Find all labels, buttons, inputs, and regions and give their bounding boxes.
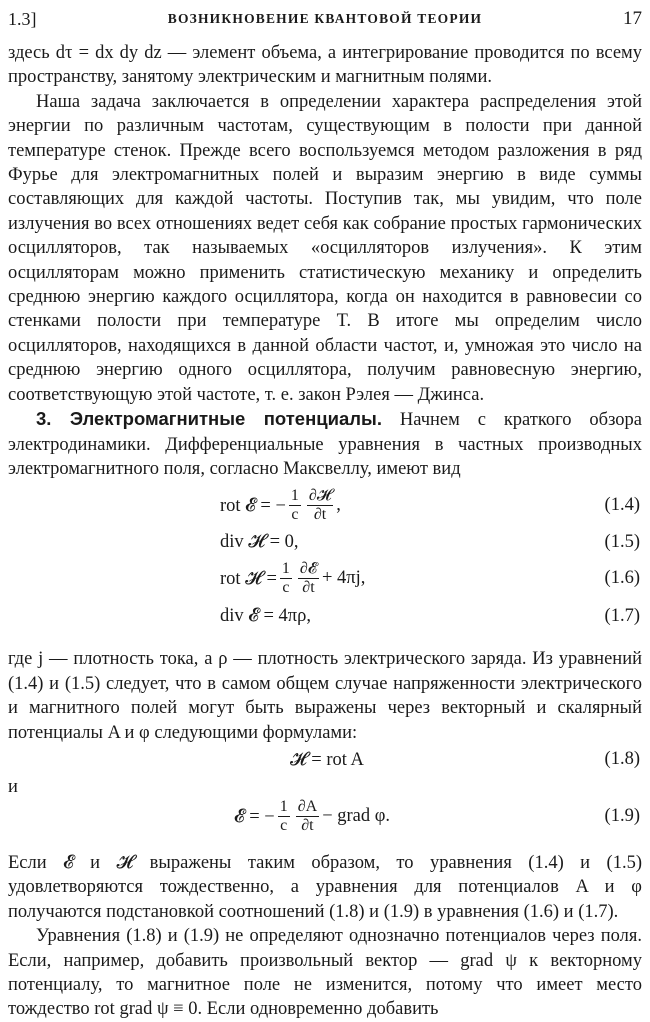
fraction: $\frac{1}{c}$: [290, 487, 299, 524]
equation-lhs: rot 𝓗 =: [220, 568, 277, 589]
equation-1-9: [8, 793, 642, 841]
equation-number: (1.5): [604, 531, 640, 552]
paragraph-text: Начнем с краткого обзора электродинамики. Дифференциальные уравнения в частных производных электромагнитного поля, согласно Максвеллу, имеют вид: [8, 410, 643, 479]
paragraph-substitution: Если 𝓔 и 𝓗 выражены таким образом, то уравнения (1.4) и (1.5) удовлетворяются тождественно, а уравнения для потенциалов A и φ получаются подстановкой соотношений (1.8) и (1.9) в уравнения (1.6) и (1.7).: [8, 852, 642, 922]
paragraph-volume-element: здесь dτ = dx dy dz — элемент объема, а интегрирование проводится по всему пространству, занятому электрическим и магнитным полями.: [8, 43, 642, 88]
page-number: 17: [623, 8, 642, 29]
paragraph-gauge: Уравнения (1.8) и (1.9) не определяют однозначно потенциалов через поля. Если, например, добавить произвольный вектор — grad ψ к векторному потенциалу, то магнитное поле не изменится, потому что имеет место тождество rot grad ψ ≡ 0. Если одновременно добавить: [8, 926, 642, 1020]
equation-number: (1.6): [604, 568, 640, 589]
fraction: $\frac{\text{∂𝓗}}{\partial t}$: [308, 487, 332, 524]
fraction: $\frac{1}{c}$: [279, 798, 288, 835]
equation-text: 𝓗 = rot A: [290, 749, 364, 770]
equation-text: div 𝓔 = 4πρ,: [220, 606, 311, 627]
equation-text: div 𝓗 = 0,: [220, 532, 299, 553]
equation-number: (1.9): [604, 806, 640, 827]
equation-lhs: rot 𝓔 = −: [220, 495, 286, 516]
equation-1-7: [8, 599, 642, 633]
chapter-title: ВОЗНИКНОВЕНИЕ КВАНТОВОЙ ТЕОРИИ: [167, 11, 483, 26]
equation-1-6: [8, 558, 642, 599]
fraction: $\frac{1}{c}$: [281, 560, 290, 597]
book-page: [8, 6, 642, 1018]
paragraph-task: Наша задача заключается в определении характера распределения этой энергии по различным частотам, существующим в полости при данной температуре стенок. Прежде всего воспользуемся методом разложения в ряд Фурье для электромагнитных полей и выразим энергию в виде суммы составляющих для каждой частоты. Поступив так, мы увидим, что поле излучения во всех отношениях ведет себя как собрание простых гармонических осцилляторов, так называемых «осцилляторов излучения». К этим осцилляторам можно применить статистическую механику и определить среднюю энергию каждого осциллятора, когда он находится в равновесии со стенками полости при температуре T. В итоге мы определим число осцилляторов, находящихся в данной области частот, и, умножая это число на среднюю энергию одного осциллятора, получим равновесную энергию, соответствующую этой частоте, т. е. закон Рэлея — Джинса.: [8, 91, 642, 405]
equation-number: (1.8): [604, 749, 640, 770]
fraction: $\frac{\text{∂𝓔}}{\partial t}$: [299, 560, 317, 597]
fraction: $\frac{\partial A}{\partial t}$: [297, 798, 318, 835]
conjunction-and: и: [8, 776, 18, 797]
paragraph-current-density: где j — плотность тока, а ρ — плотность электрического заряда. Из уравнений (1.4) и (1.5) следует, что в самом общем случае напряженности электрического и магнитного полей могут быть выражены через векторный и скалярный потенциалы A и φ следующими формулами:: [8, 649, 642, 743]
running-head: [8, 6, 642, 32]
equation-1-8: [8, 745, 642, 775]
section-heading: 3. Электромагнитные потенциалы.: [36, 408, 382, 430]
section-number: 1.3]: [8, 9, 37, 29]
equation-number: (1.7): [604, 605, 640, 626]
equation-tail: ,: [336, 495, 341, 516]
equation-1-5: [8, 526, 642, 558]
paragraph-potentials-intro: [8, 407, 642, 481]
equation-tail: − grad φ.: [322, 806, 391, 827]
equation-lhs: 𝓔 = −: [234, 806, 275, 827]
equation-1-4: [8, 485, 642, 526]
equation-number: (1.4): [604, 495, 640, 516]
equation-tail: + 4πj,: [322, 568, 366, 589]
